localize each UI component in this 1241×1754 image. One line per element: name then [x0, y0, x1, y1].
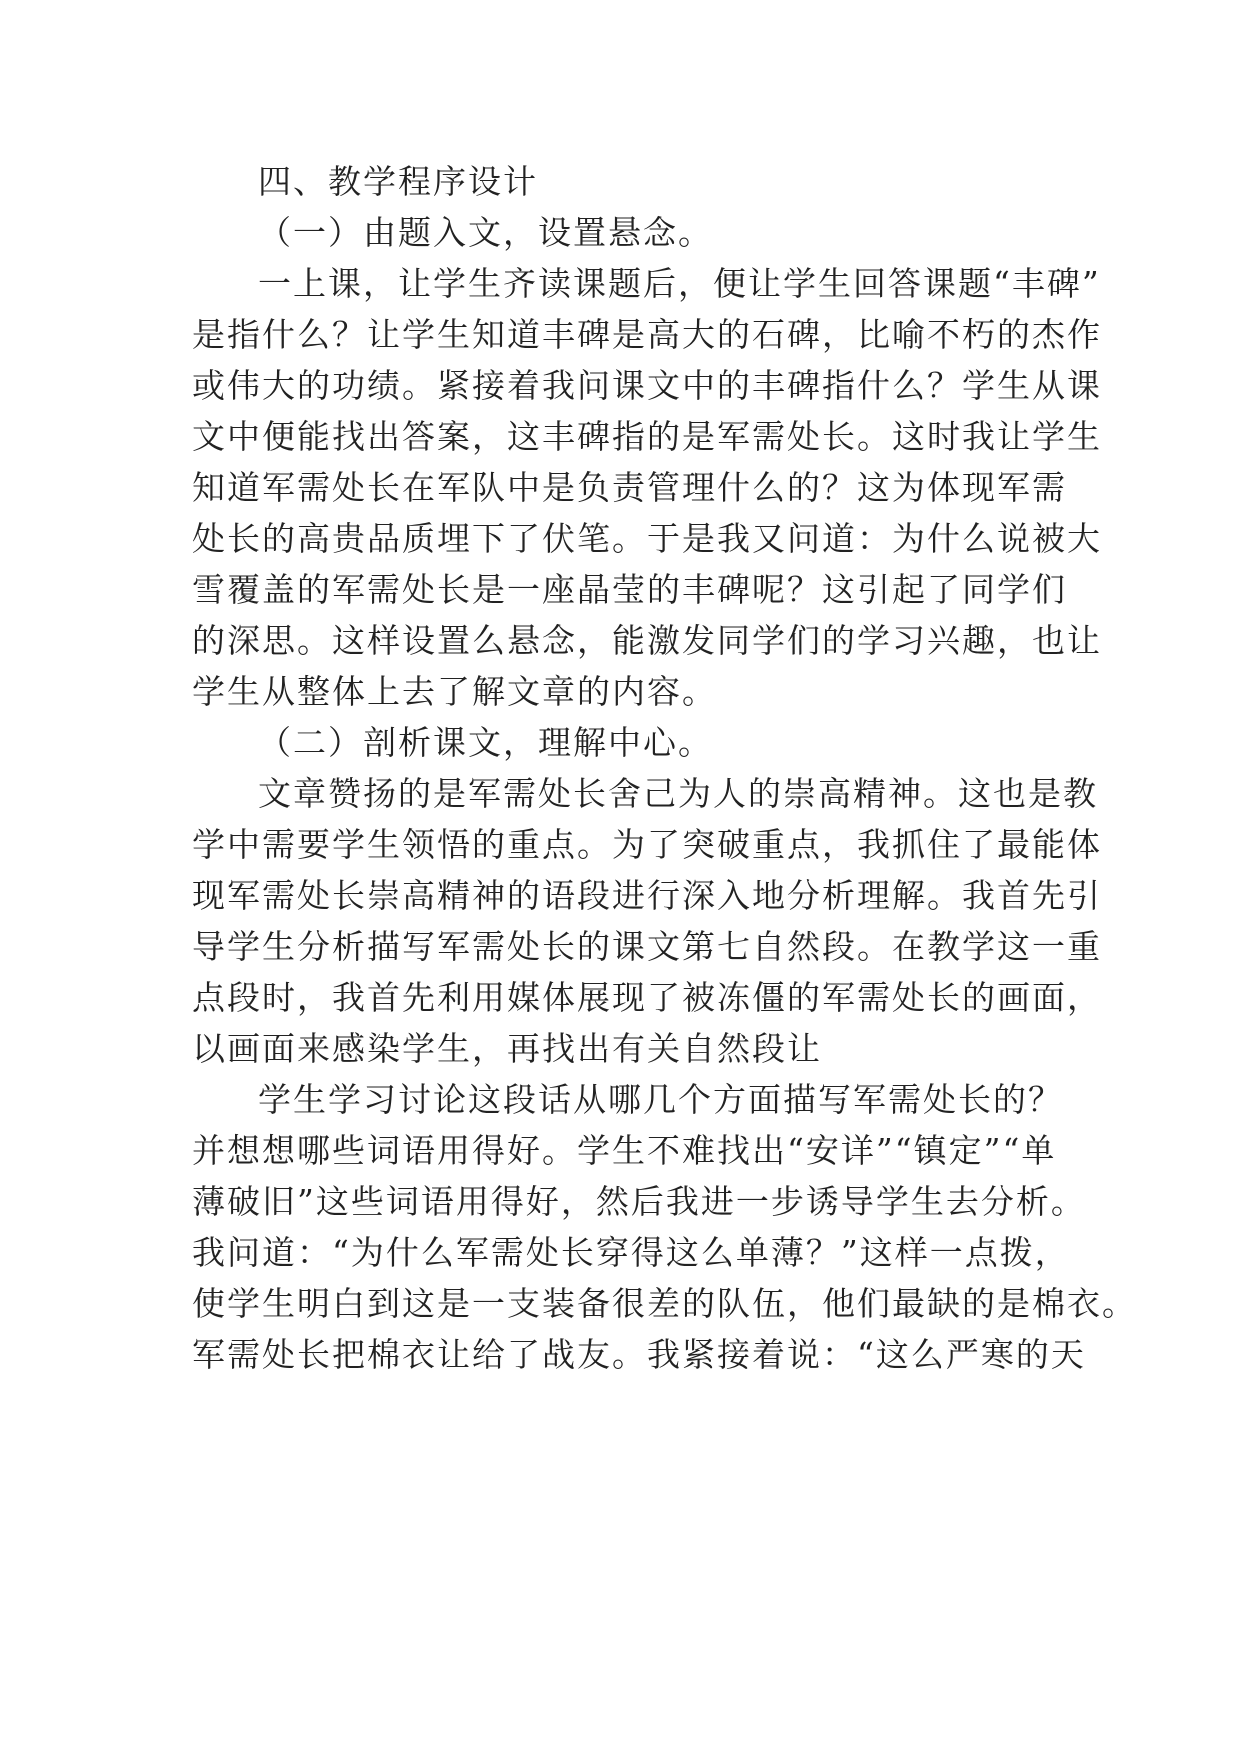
section-heading: 四、教学程序设计	[258, 162, 538, 201]
paragraph-line: 处长的高贵品质埋下了伏笔。于是我又问道：为什么说被大	[192, 519, 1102, 558]
paragraph-line: 雪覆盖的军需处长是一座晶莹的丰碑呢？这引起了同学们	[192, 570, 1067, 609]
paragraph-line: 是指什么？让学生知道丰碑是高大的石碑，比喻不朽的杰作	[192, 315, 1102, 354]
paragraph-line: 的深思。这样设置么悬念，能激发同学们的学习兴趣，也让	[192, 621, 1102, 660]
paragraph-line: 学生学习讨论这段话从哪几个方面描写军需处长的？	[258, 1080, 1063, 1119]
paragraph-line: 学生从整体上去了解文章的内容。	[192, 672, 717, 711]
paragraph-line: 以画面来感染学生，再找出有关自然段让	[192, 1029, 822, 1068]
paragraph-line: 我问道：“为什么军需处长穿得这么单薄？”这样一点拨，	[192, 1233, 1070, 1272]
paragraph-line: 使学生明白到这是一支装备很差的队伍，他们最缺的是棉衣。	[192, 1284, 1137, 1323]
paragraph-line: 学中需要学生领悟的重点。为了突破重点，我抓住了最能体	[192, 825, 1102, 864]
paragraph-line: 或伟大的功绩。紧接着我问课文中的丰碑指什么？学生从课	[192, 366, 1102, 405]
paragraph-line: 文章赞扬的是军需处长舍己为人的崇高精神。这也是教	[258, 774, 1098, 813]
paragraph-line: 一上课，让学生齐读课题后，便让学生回答课题“丰碑”	[258, 264, 1101, 303]
paragraph-line: 点段时，我首先利用媒体展现了被冻僵的军需处长的画面，	[192, 978, 1102, 1017]
paragraph-line: 并想想哪些词语用得好。学生不难找出“安详”“镇定”“单	[192, 1131, 1057, 1170]
paragraph-line: 文中便能找出答案，这丰碑指的是军需处长。这时我让学生	[192, 417, 1102, 456]
subsection-heading: （二）剖析课文，理解中心。	[258, 723, 713, 762]
paragraph-line: 导学生分析描写军需处长的课文第七自然段。在教学这一重	[192, 927, 1102, 966]
paragraph-line: 现军需处长崇高精神的语段进行深入地分析理解。我首先引	[192, 876, 1102, 915]
document-body	[192, 156, 1137, 1380]
paragraph-line: 军需处长把棉衣让给了战友。我紧接着说：“这么严寒的天	[192, 1335, 1086, 1374]
paragraph-line: 薄破旧”这些词语用得好，然后我进一步诱导学生去分析。	[192, 1182, 1086, 1221]
subsection-heading: （一）由题入文，设置悬念。	[258, 213, 713, 252]
paragraph-line: 知道军需处长在军队中是负责管理什么的？这为体现军需	[192, 468, 1067, 507]
